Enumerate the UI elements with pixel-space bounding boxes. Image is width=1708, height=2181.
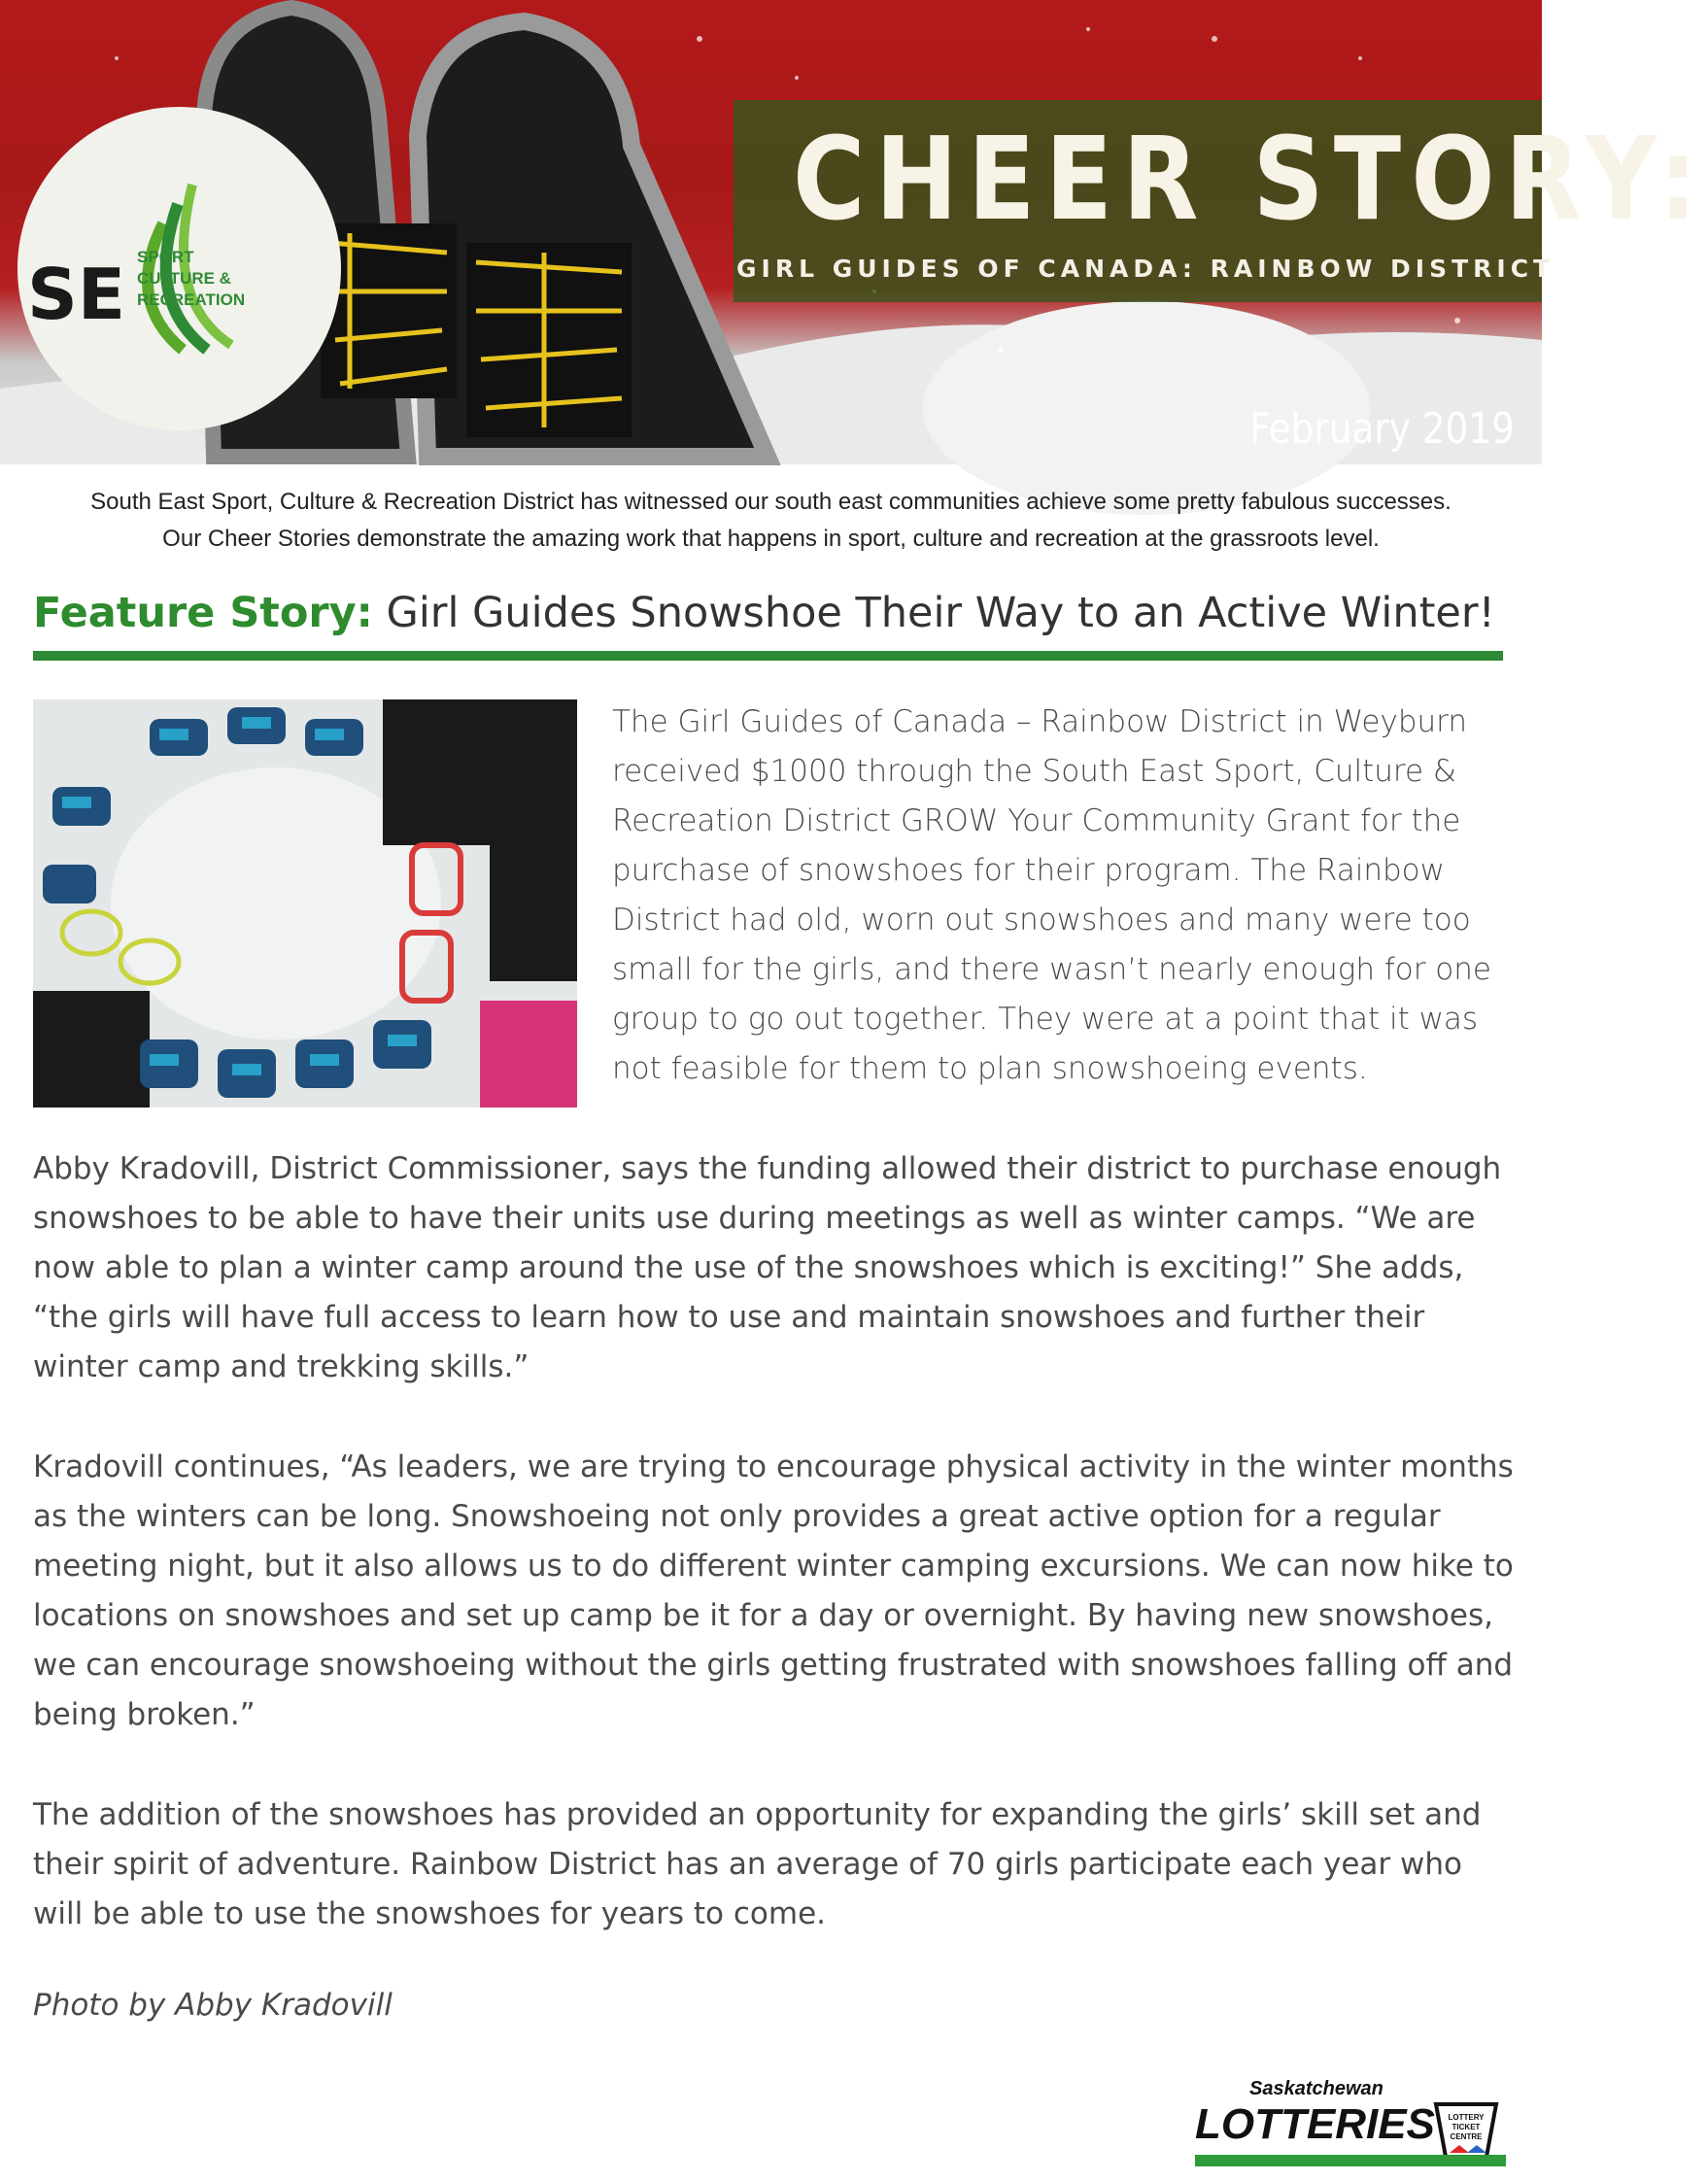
se-logo-icon bbox=[17, 107, 341, 430]
snowshoe-circle-illustration bbox=[33, 699, 577, 1108]
lotteries-badge-line2: TICKET bbox=[1452, 2123, 1481, 2131]
intro-line-1: South East Sport, Culture & Recreation District has witnessed our south east communities achieve some pretty fabulous successes. bbox=[90, 489, 1452, 515]
heading-divider bbox=[33, 651, 1503, 661]
snowshoe-circle-photo bbox=[33, 699, 577, 1108]
lotteries-logo-icon bbox=[1195, 2077, 1506, 2172]
photo-credit: Photo by Abby Kradovill bbox=[33, 1988, 393, 2023]
intro-text bbox=[0, 484, 1542, 558]
se-logo-line2: CULTURE & bbox=[137, 269, 231, 288]
header-banner bbox=[0, 0, 1708, 464]
intro-line-2: Our Cheer Stories demonstrate the amazing work that happens in sport, culture and recreation at the grassroots level. bbox=[162, 526, 1380, 552]
lotteries-top-text: Saskatchewan bbox=[1249, 2078, 1383, 2099]
feature-heading bbox=[33, 589, 1510, 637]
feature-label: Feature Story: bbox=[33, 589, 373, 637]
page-subtitle: GIRL GUIDES OF CANADA: RAINBOW DISTRICT bbox=[736, 255, 1555, 283]
se-logo-line1: SPORT bbox=[137, 248, 194, 266]
lotteries-badge-line1: LOTTERY bbox=[1448, 2113, 1485, 2122]
se-logo bbox=[17, 107, 341, 430]
issue-date: February 2019 bbox=[1249, 404, 1515, 454]
lotteries-main-text: LOTTERIES bbox=[1195, 2100, 1435, 2148]
se-logo-line3: RECREATION bbox=[137, 290, 246, 309]
paragraph-1: The Girl Guides of Canada – Rainbow District in Weyburn received $1000 through the South East Sport, Culture & Recreation District GROW Your Community Grant for the purchase of snowshoes for their program. The Rainbow District had old, worn out snowshoes and many were too small for the girls, and there wasn’t nearly enough for one group to go out together. They were at a point that it was not feasible for them to plan snowshoeing events. bbox=[612, 704, 1491, 1086]
paragraph-4: The addition of the snowshoes has provided an opportunity for expanding the girls’ skill set and their spirit of adventure. Rainbow District has an average of 70 girls participate each year who will be able to use the snowshoes for years to come. bbox=[33, 1797, 1482, 1931]
se-logo-letters: SE bbox=[27, 254, 126, 335]
page-title: CHEER STORY: bbox=[793, 112, 1708, 246]
feature-headline: Girl Guides Snowshoe Their Way to an Active Winter! bbox=[386, 589, 1495, 637]
lotteries-badge-line3: CENTRE bbox=[1450, 2132, 1483, 2141]
paragraph-2: Abby Kradovill, District Commissioner, says the funding allowed their district to purchase enough snowshoes to be able to have their units use during meetings as well as winter camps. “We are now able to plan a winter camp around the use of the snowshoes which is exciting!” She adds, “the girls will have full access to learn how to use and maintain snowshoes and further their winter camp and trekking skills.” bbox=[33, 1151, 1502, 1384]
paragraph-3: Kradovill continues, “As leaders, we are trying to encourage physical activity in the winter months as the winters can be long. Snowshoeing not only provides a great active option for a regular meeting night, but it also allows us to do different winter camping excursions. We can now hike to locations on snowshoes and set up camp be it for a day or overnight. By having new snowshoes, we can encourage snowshoeing without the girls getting frustrated with snowshoes falling off and being broken.” bbox=[33, 1449, 1514, 1732]
